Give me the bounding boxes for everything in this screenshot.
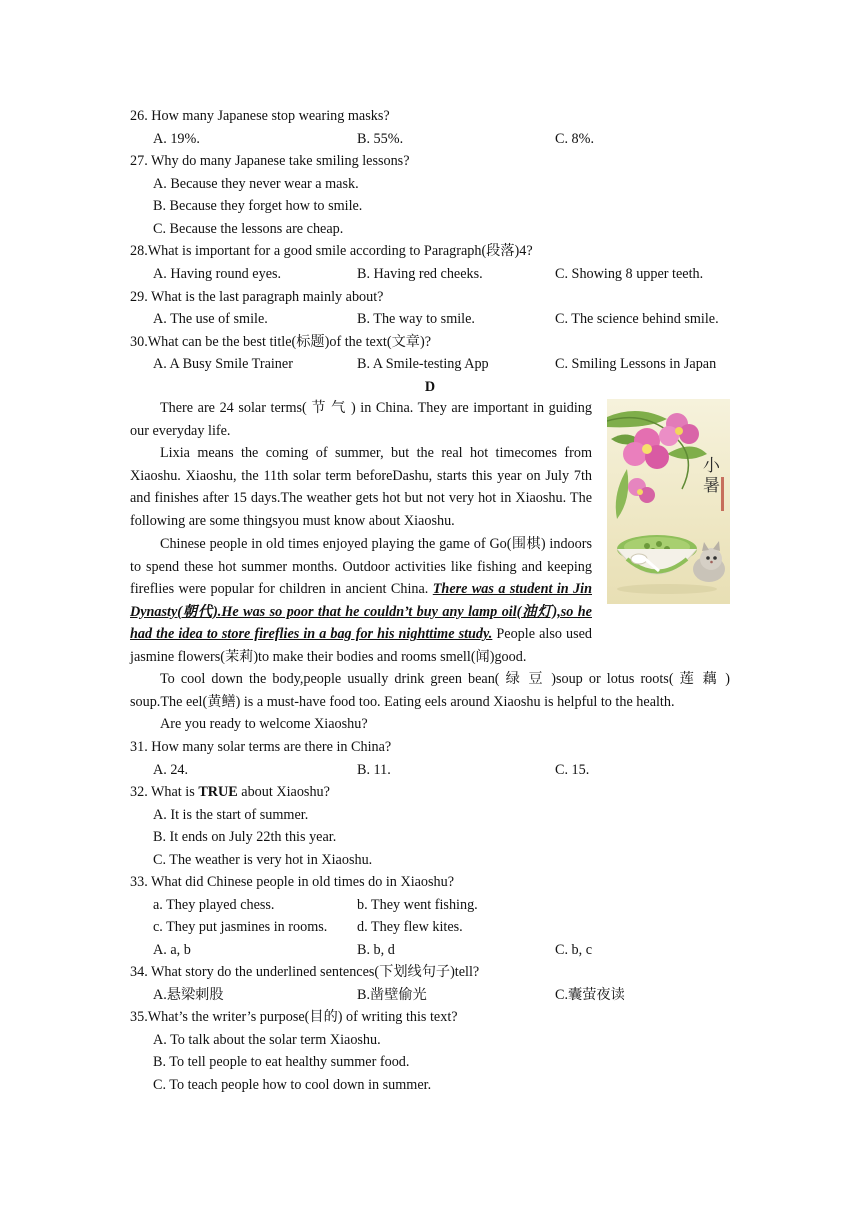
question-28-option-c: C. Showing 8 upper teeth. bbox=[555, 266, 704, 282]
question-28-option-a: A. Having round eyes. bbox=[153, 266, 282, 282]
question-28-stem: 28.What is important for a good smile according to Paragraph(段落)4? bbox=[130, 243, 533, 259]
question-26-option-c: C. 8%. bbox=[555, 131, 595, 147]
question-30-option-b: B. A Smile-testing App bbox=[357, 356, 489, 372]
question-27-stem: 27. Why do many Japanese take smiling lessons? bbox=[130, 153, 410, 169]
question-31-option-a: A. 24. bbox=[153, 762, 189, 778]
section-heading: D bbox=[424, 379, 436, 395]
question-33-stem: 33. What did Chinese people in old times do in Xiaoshu? bbox=[130, 874, 455, 890]
question-30-option-a: A. A Busy Smile Trainer bbox=[153, 356, 293, 372]
question-33-option-a: A. a, b bbox=[153, 942, 191, 958]
question-29-option-c: C. The science behind smile. bbox=[555, 311, 719, 327]
question-34-option-b: B.凿壁偷光 bbox=[357, 987, 427, 1003]
question-28-option-b: B. Having red cheeks. bbox=[357, 266, 483, 282]
illustration-title-char-2: 暑 bbox=[703, 476, 720, 496]
xiaoshu-illustration bbox=[607, 399, 730, 604]
question-32-stem-end: about Xiaoshu? bbox=[237, 784, 330, 800]
question-29-option-b: B. The way to smile. bbox=[357, 311, 475, 327]
question-31-stem: 31. How many solar terms are there in China? bbox=[130, 739, 392, 755]
passage-paragraph-2: Lixia means the coming of summer, but the real hot timecomes from Xiaoshu. Xiaoshu, the 11th solar term beforeDashu, starts this year on July 7th and finishes after 15 days.The weather gets hot but not very hot in Xiaoshu. The following are some thingsyou must know about Xiaoshu. bbox=[130, 445, 592, 529]
question-32-option-b: B. It ends on July 22th this year. bbox=[153, 829, 337, 845]
question-33-statement-a: a. They played chess. bbox=[153, 897, 275, 913]
question-35-option-a: A. To talk about the solar term Xiaoshu. bbox=[153, 1032, 381, 1048]
question-27-option-c: C. Because the lessons are cheap. bbox=[153, 221, 344, 237]
question-29-option-a: A. The use of smile. bbox=[153, 311, 268, 327]
underlined-sentences: There was a student in Jin Dynasty(朝代).He was so poor that he couldn’t buy any lamp oil(油灯),so he had the idea to store fireflies in a bag for his nighttime study. bbox=[130, 581, 592, 643]
question-32-option-a: A. It is the start of summer. bbox=[153, 807, 309, 823]
question-33-statement-c: c. They put jasmines in rooms. bbox=[153, 919, 328, 935]
cat-figure bbox=[693, 541, 725, 582]
question-35-option-b: B. To tell people to eat healthy summer food. bbox=[153, 1054, 410, 1070]
question-33-option-b: B. b, d bbox=[357, 942, 395, 958]
question-27-option-b: B. Because they forget how to smile. bbox=[153, 198, 363, 214]
question-34-option-c: C.囊萤夜读 bbox=[555, 987, 625, 1003]
question-26-option-b: B. 55%. bbox=[357, 131, 404, 147]
question-29-stem: 29. What is the last paragraph mainly about? bbox=[130, 289, 384, 305]
question-31-option-c: C. 15. bbox=[555, 762, 590, 778]
question-31-option-b: B. 11. bbox=[357, 762, 391, 778]
question-32-option-c: C. The weather is very hot in Xiaoshu. bbox=[153, 852, 373, 868]
passage-paragraph-3 bbox=[130, 533, 592, 669]
flower-3 bbox=[628, 478, 655, 503]
passage-paragraph-3-end: People also used jasmine flowers(茉莉)to make their bodies and rooms smell(闻)good. bbox=[130, 626, 593, 665]
passage-paragraph-4: To cool down the body,people usually drink green bean( 绿 豆 )soup or lotus roots( 莲 藕 ) soup.The eel(黄鳝) is a must-have food too. Eating eels around Xiaoshu is helpful to the health. bbox=[130, 671, 730, 710]
question-26-option-a: A. 19%. bbox=[153, 131, 200, 147]
question-27-option-a: A. Because they never wear a mask. bbox=[153, 176, 359, 192]
illustration-title-char-1: 小 bbox=[703, 456, 720, 476]
illustration-drawing bbox=[607, 399, 730, 604]
question-30-option-c: C. Smiling Lessons in Japan bbox=[555, 356, 717, 372]
question-35-option-c: C. To teach people how to cool down in summer. bbox=[153, 1077, 432, 1093]
passage-paragraph-3-start: Chinese people in old times enjoyed playing the game of Go(围棋) indoors to spend these hot summer months. Outdoor activities like fishing and keeping fireflies were popular for children in ancient China. bbox=[130, 536, 592, 598]
question-32-stem bbox=[130, 783, 330, 801]
question-30-stem: 30.What can be the best title(标题)of the text(文章)? bbox=[130, 334, 431, 350]
question-33-option-c: C. b, c bbox=[555, 942, 593, 958]
question-34-stem: 34. What story do the underlined sentences(下划线句子)tell? bbox=[130, 964, 480, 980]
question-34-option-a: A.悬梁刺股 bbox=[153, 987, 224, 1003]
question-35-stem: 35.What’s the writer’s purpose(目的) of writing this text? bbox=[130, 1009, 458, 1025]
passage-paragraph-1: There are 24 solar terms( 节 气 ) in China. They are important in guiding our everyday life. bbox=[130, 400, 592, 439]
passage-paragraph-5: Are you ready to welcome Xiaoshu? bbox=[160, 716, 368, 732]
question-32-stem-start: 32. What is bbox=[130, 784, 199, 800]
question-33-statement-b: b. They went fishing. bbox=[357, 897, 478, 913]
question-32-stem-emphasis: TRUE bbox=[198, 784, 238, 800]
question-33-statement-d: d. They flew kites. bbox=[357, 919, 463, 935]
question-26-stem: 26. How many Japanese stop wearing masks? bbox=[130, 108, 390, 124]
